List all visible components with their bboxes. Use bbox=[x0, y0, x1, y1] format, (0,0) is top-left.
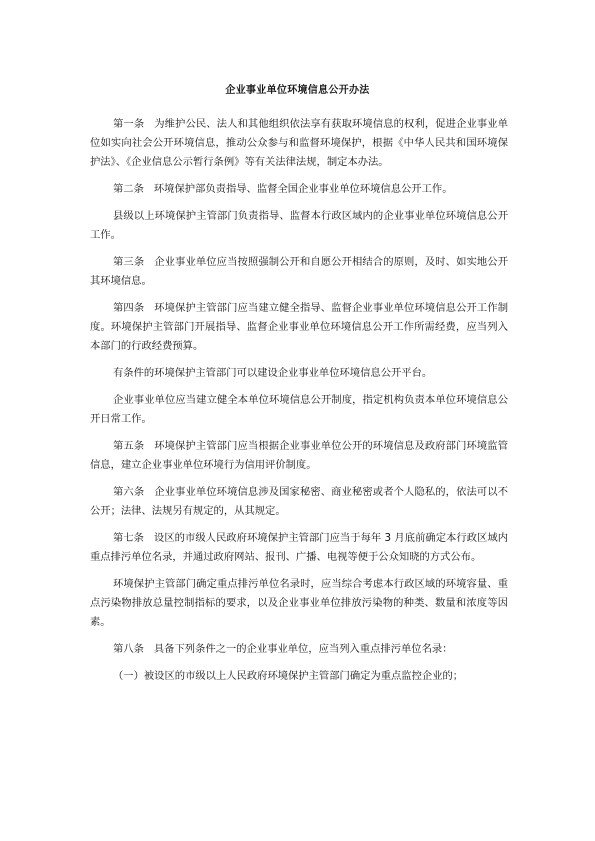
paragraph-text: 环境保护部负责指导、监督全国企业事业单位环境信息公开工作。 bbox=[153, 183, 453, 195]
article-number: 第八条 bbox=[113, 643, 144, 655]
paragraph-article-7 bbox=[90, 529, 508, 567]
paragraph-text: 企业事业单位环境信息涉及国家秘密、商业秘密或者个人隐私的，依法可以不公开；法律、法规另有规定的，从其规定。 bbox=[90, 486, 509, 517]
article-number: 第四条 bbox=[113, 302, 145, 314]
paragraph-text: 企业事业单位应当按照强制公开和自愿公开相结合的原则，及时、如实地公开其环境信息。 bbox=[90, 256, 509, 287]
list-item bbox=[90, 667, 508, 686]
paragraph-article-1 bbox=[90, 115, 508, 172]
paragraph-article-3 bbox=[90, 253, 508, 291]
paragraph-text: 环境保护主管部门确定重点排污单位名录时，应当综合考虑本行政区域的环境容量、重点污染物排放总量控制指标的要求，以及企业事业单位排放污染物的种类、数量和浓度等因素。 bbox=[90, 578, 508, 628]
paragraph-text: 环境保护主管部门应当根据企业事业单位公开的环境信息及政府部门环境监管信息，建立企业事业单位环境行为信用评价制度。 bbox=[90, 440, 509, 471]
paragraph-text: 具备下列条件之一的企业事业单位，应当列入重点排污单位名录： bbox=[153, 643, 453, 655]
document-body bbox=[90, 115, 508, 693]
document-title: 企业事业单位环境信息公开办法 bbox=[225, 85, 370, 96]
paragraph-article-5 bbox=[90, 437, 508, 475]
paragraph bbox=[90, 391, 508, 429]
article-number: 第三条 bbox=[113, 256, 145, 268]
paragraph-text: 有条件的环境保护主管部门可以建设企业事业单位环境信息公开平台。 bbox=[113, 367, 433, 379]
article-number: 第六条 bbox=[113, 486, 145, 498]
paragraph-text: 为维护公民、法人和其他组织依法享有获取环境信息的权利，促进企业事业单位如实向社会公开环境信息，推动公众参与和监督环境保护，根据《中华人民共和国环境保护法》、《企业信息公示暂行条例》等有关法律法规，制定本办法。 bbox=[90, 118, 509, 168]
list-item-text: （一）被设区的市级以上人民政府环境保护主管部门确定为重点监控企业的； bbox=[113, 670, 464, 682]
article-number: 第二条 bbox=[113, 183, 144, 195]
article-number: 第一条 bbox=[113, 118, 145, 130]
article-number: 第五条 bbox=[113, 440, 145, 452]
paragraph-article-6 bbox=[90, 483, 508, 521]
paragraph bbox=[90, 207, 508, 245]
paragraph bbox=[90, 364, 508, 383]
paragraph-text: 企业事业单位应当建立健全本单位环境信息公开制度，指定机构负责本单位环境信息公开日常工作。 bbox=[90, 394, 508, 425]
paragraph-text: 设区的市级人民政府环境保护主管部门应当于每年 3 月底前确定本行政区域内重点排污单位名录，并通过政府网站、报刊、广播、电视等便于公众知晓的方式公布。 bbox=[90, 532, 508, 563]
paragraph bbox=[90, 575, 508, 632]
paragraph-article-4 bbox=[90, 299, 508, 356]
paragraph-article-8 bbox=[90, 640, 508, 659]
article-number: 第七条 bbox=[113, 532, 144, 544]
paragraph-text: 县级以上环境保护主管部门负责指导、监督本行政区域内的企业事业单位环境信息公开工作。 bbox=[90, 210, 508, 241]
paragraph-article-2 bbox=[90, 180, 508, 199]
paragraph-text: 环境保护主管部门应当建立健全指导、监督企业事业单位环境信息公开工作制度。环境保护主管部门开展指导、监督企业事业单位环境信息公开工作所需经费，应当列入本部门的行政经费预算。 bbox=[90, 302, 509, 352]
